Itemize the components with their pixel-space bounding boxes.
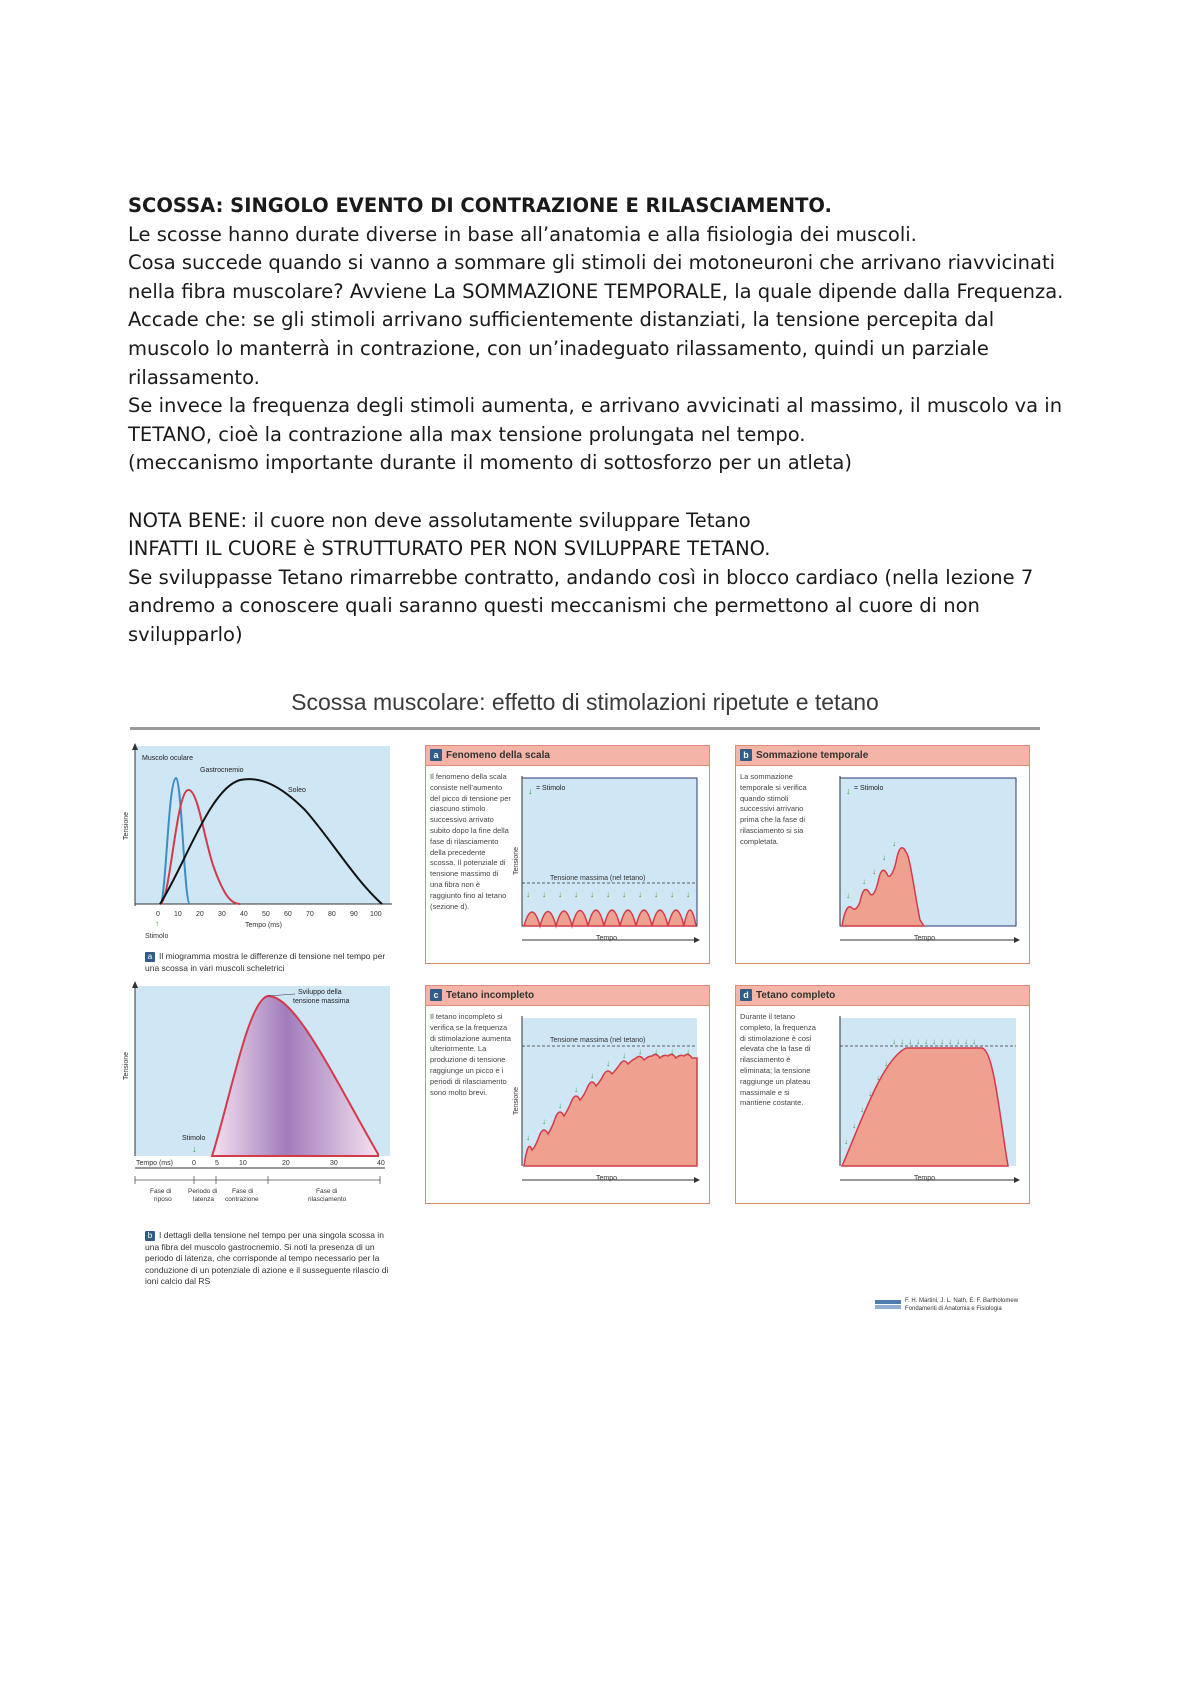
stimulus-legend-arrow: ↓ [528,786,533,796]
tick-label: 0 [192,1160,196,1167]
stimulus-arrow: ↓ [884,1059,888,1068]
twitch-ticks [192,1160,385,1167]
phase-latency-l1: Periodo di [188,1188,218,1195]
panel-incomplete-tetanus [425,985,710,1204]
publisher-logo [875,1298,901,1310]
gastrocnemius-label: Gastrocnemio [200,767,244,774]
tick-label: 30 [330,1160,338,1167]
tick-label: 100 [370,911,382,918]
stimulus-arrow: ↓ [862,877,866,886]
stimulus-arrow: ↓ [606,890,610,899]
stimulus-arrow: ↓ [526,1133,530,1142]
panel-header [426,746,709,766]
myogram-stimulus-label: Stimolo [145,933,169,940]
stimulus-arrow: ↓ [670,1047,674,1056]
stimulus-arrow: ↓ [558,1101,562,1110]
stimulus-arrow: ↓ [956,1037,960,1046]
stimulus-arrow: ↓ [908,1037,912,1046]
note-paragraph: Se sviluppasse Tetano rimarrebbe contratto, andando così in blocco cardiaco (nella lezione 7 andremo a conoscere quali saranno questi meccanismi che permettono al cuore di non svilupparlo) [128,565,1034,646]
stimulus-arrow: ↓ [900,1037,904,1046]
tick-label: 80 [328,911,336,918]
twitch-x-label: Tempo (ms) [136,1160,173,1167]
stimulus-arrow: ↓ [638,1047,642,1056]
stimulus-arrow: ↓ [622,1051,626,1060]
panel-badge: b [740,749,752,761]
caption-text: I dettagli della tensione nel tempo per una singola scossa in una fibra del muscolo gastrocnemio. Si noti la presenza di un periodo di latenza, che corrisponde al tempo necessario per la conduzione di un potenziale di azione e il susseguente rilascio di ioni calcio dal RS [145,1230,389,1286]
max-tension-label: Tensione massima (nel tetano) [550,1037,646,1044]
section-heading: SCOSSA: SINGOLO EVENTO DI CONTRAZIONE E RILASCIAMENTO. [128,194,832,217]
stimulus-arrow: ↓ [964,1037,968,1046]
document-body [128,192,1068,650]
tick-label: 0 [156,911,160,918]
panel-description: Il fenomeno della scala consiste nell’aumento del picco di tensione per ciascuno stimolo successivo arrivato subito dopo la fine della fase di rilasciamento della precedente scossa. Il potenziale di tensione massimo di una fibra non è raggiunto fino al tetano (sezione d). [430,772,511,911]
ocular-label: Muscolo oculare [142,755,193,762]
phase-relaxation-l2: rilasciamento [308,1196,347,1203]
tick-label: 5 [215,1160,219,1167]
panel-y-label: Tensione [513,846,520,875]
tick-label: 60 [284,911,292,918]
paragraph: (meccanismo importante durante il momento di sottosforzo per un atleta) [128,451,852,475]
myogram-x-label: Tempo (ms) [245,922,282,929]
phase-rest-l2: riposo [154,1196,172,1203]
summation-chart [832,770,1024,956]
panel-complete-tetanus [735,985,1030,1204]
panel-title: Tetano incompleto [446,990,535,1001]
myogram-ticks [156,911,382,918]
phase-relaxation-l1: Fase di [316,1188,338,1195]
tick-label: 20 [196,911,204,918]
stimulus-arrow: ↓ [844,1137,848,1146]
panel-treppe [425,745,710,964]
caption-badge: b [145,1231,155,1241]
panel-badge: d [740,989,752,1001]
figure-title: Scossa muscolare: effetto di stimolazioni ripetute e tetano [291,689,879,715]
caption-text: Il miogramma mostra le differenze di tensione nel tempo per una scossa in vari muscoli scheletrici [145,951,386,973]
panel-description: La sommazione temporale si verifica quando stimoli successivi arrivano prima che la fase di rilasciamento si sia completata. [740,772,807,846]
stimulus-arrow: ↓ [940,1037,944,1046]
figure-credit [905,1297,1040,1313]
tick-label: 50 [262,911,270,918]
tick-label: 40 [377,1160,385,1167]
tick-label: 10 [174,911,182,918]
stimulus-arrow: ↓ [872,867,876,876]
twitch-stimulus-label: Stimolo [182,1135,206,1142]
stimulus-arrow: ↓ [670,890,674,899]
peak-label-line-2: tensione massima [293,998,350,1005]
panel-header [736,986,1029,1006]
stimulus-arrow: ↓ [558,890,562,899]
stimulus-arrow: ↓ [686,890,690,899]
myogram-caption [145,951,390,974]
spacer [128,478,1068,507]
phase-rest-l1: Fase di [150,1188,172,1195]
tick-label: 70 [306,911,314,918]
tick-label: 30 [218,911,226,918]
stimulus-arrow: ↓ [972,1037,976,1046]
panel-badge: a [430,749,442,761]
panel-x-label: Tempo [914,1175,936,1182]
panel-header [426,986,709,1006]
stimulus-legend: = Stimolo [854,785,884,792]
panel-title: Tetano completo [756,990,836,1001]
phase-contraction-l2: contrazione [225,1196,259,1203]
complete-tetanus-chart [832,1010,1024,1196]
stimulus-arrow: ↓ [852,1121,856,1130]
tick-label: 90 [350,911,358,918]
panel-x-label: Tempo [914,935,936,942]
stimulus-arrow: ↓ [574,890,578,899]
myogram-stimulus-arrow: ↑ [155,919,159,928]
stimulus-arrow: ↓ [932,1037,936,1046]
twitch-caption [145,1230,390,1288]
panel-title: Sommazione temporale [756,750,869,761]
treppe-chart [514,770,704,956]
stimulus-arrow: ↓ [606,1059,610,1068]
stimulus-arrow: ↓ [590,890,594,899]
stimulus-arrow: ↓ [846,891,850,900]
credit-book: Fondamenti di Anatomia e Fisiologia [905,1306,1002,1312]
note-paragraph: NOTA BENE: il cuore non deve assolutamente sviluppare Tetano [128,508,751,532]
tick-label: 20 [282,1160,290,1167]
panel-title: Fenomeno della scala [446,750,550,761]
paragraph: Accade che: se gli stimoli arrivano sufficientemente distanziati, la tensione percepita dal muscolo lo manterrà in contrazione, con un’inadeguato rilassamento, quindi un parziale rilassamento. [128,308,995,389]
phase-contraction-l1: Fase di [232,1188,254,1195]
stimulus-legend-arrow: ↓ [846,786,851,796]
muscle-twitch-figure [123,680,1040,1320]
stimulus-arrow: ↓ [882,853,886,862]
stimulus-arrow: ↓ [924,1037,928,1046]
panel-description: Il tetano incompleto si verifica se la frequenza di stimolazione aumenta ulteriormente. La produzione di tensione raggiunge un picco e i periodi di rilasciamento sono molto brevi. [430,1012,511,1097]
stimulus-arrow: ↓ [892,839,896,848]
stimulus-legend: = Stimolo [536,785,566,792]
stimulus-arrow: ↓ [542,890,546,899]
myogram-chart [123,740,400,945]
tick-label: 40 [240,911,248,918]
tick-label: 10 [239,1160,247,1167]
myogram-y-label: Tensione [123,811,130,840]
stimulus-arrow: ↓ [526,890,530,899]
paragraph: Cosa succede quando si vanno a sommare gli stimoli dei motoneuroni che arrivano riavvicinati nella fibra muscolare? Avviene La SOMMAZIONE TEMPORALE, la quale dipende dalla Frequenza. [128,251,1064,303]
max-tension-label: Tensione massima (nel tetano) [550,875,646,882]
caption-badge: a [145,952,155,962]
phase-latency-l2: latenza [193,1196,214,1203]
stimulus-arrow: ↓ [868,1089,872,1098]
note-paragraph: INFATTI IL CUORE è STRUTTURATO PER NON SVILUPPARE TETANO. [128,537,771,561]
stimulus-arrow: ↓ [948,1037,952,1046]
stimulus-arrow: ↓ [622,890,626,899]
stimulus-arrow: ↓ [686,1047,690,1056]
stimulus-arrow: ↓ [542,1117,546,1126]
panel-badge: c [430,989,442,1001]
soleus-label: Soleo [288,787,306,794]
stimulus-arrow: ↓ [574,1085,578,1094]
twitch-stimulus-arrow: ↓ [192,1144,197,1154]
incomplete-tetanus-chart [514,1010,704,1196]
figure-divider [130,727,1040,730]
stimulus-arrow: ↓ [916,1037,920,1046]
panel-header [736,746,1029,766]
stimulus-arrow: ↓ [638,890,642,899]
paragraph: Se invece la frequenza degli stimoli aumenta, e arrivano avvicinati al massimo, il muscolo va in TETANO, cioè la contrazione alla max tensione prolungata nel tempo. [128,394,1063,446]
stimulus-arrow: ↓ [654,890,658,899]
stimulus-arrow: ↓ [590,1071,594,1080]
stimulus-arrow: ↓ [860,1105,864,1114]
panel-x-label: Tempo [596,1175,618,1182]
panel-description: Durante il tetano completo, la frequenza di stimolazione è così elevata che la fase di rilasciamento è eliminata; la tensione raggiunge un plateau massimale e si mantiene costante. [740,1012,816,1108]
twitch-chart [123,980,400,1225]
stimulus-arrow: ↓ [892,1037,896,1046]
stimulus-arrow: ↓ [654,1047,658,1056]
credit-authors: F. H. Martini, J. L. Nath, E. F. Bartholomew [905,1298,1019,1304]
twitch-y-label: Tensione [123,1051,130,1080]
paragraph: Le scosse hanno durate diverse in base all’anatomia e alla fisiologia dei muscoli. [128,222,917,246]
panel-x-label: Tempo [596,935,618,942]
peak-label-line-1: Sviluppo della [298,989,342,996]
panel-temporal-summation [735,745,1030,964]
stimulus-arrow: ↓ [876,1073,880,1082]
panel-y-label: Tensione [513,1086,520,1115]
